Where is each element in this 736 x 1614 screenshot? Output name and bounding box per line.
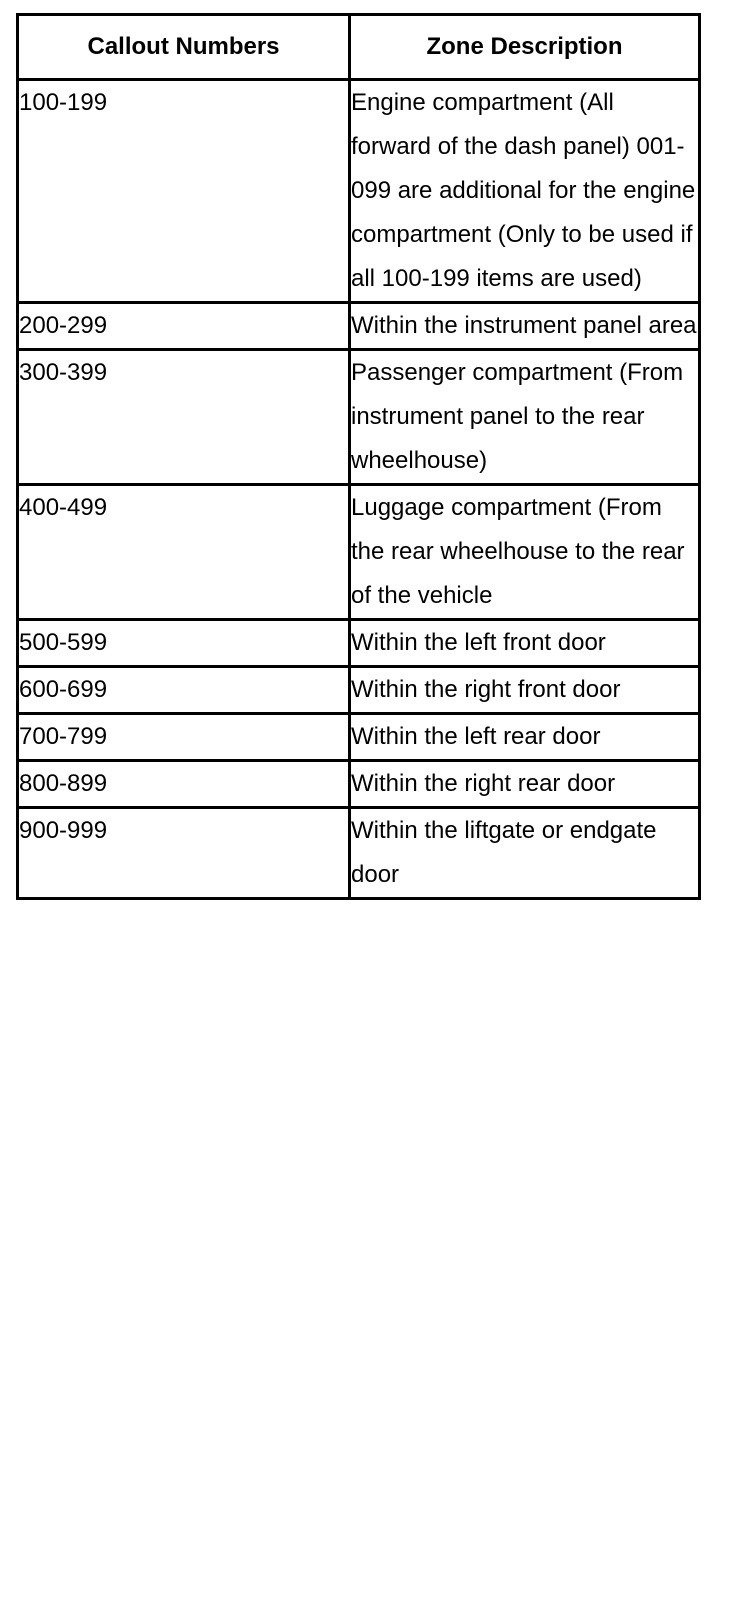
table-row: [18, 667, 700, 714]
callout-range-cell: 500-599: [18, 620, 350, 667]
callout-range-cell: 400-499: [18, 485, 350, 620]
table-row: [18, 485, 700, 620]
callout-numbers-header: Callout Numbers: [18, 15, 350, 80]
table-row: [18, 808, 700, 899]
zone-description-cell: Within the liftgate or endgate door: [350, 808, 700, 899]
table-row: [18, 350, 700, 485]
table-row: [18, 620, 700, 667]
zone-description-cell: Within the left rear door: [350, 714, 700, 761]
zone-description-cell: Luggage compartment (From the rear wheelhouse to the rear of the vehicle: [350, 485, 700, 620]
callout-range-cell: 300-399: [18, 350, 350, 485]
zone-description-cell: Within the right rear door: [350, 761, 700, 808]
zone-description-cell: Engine compartment (All forward of the dash panel) 001-099 are additional for the engine compartment (Only to be used if all 100-199 items are used): [350, 80, 700, 303]
table-row: [18, 714, 700, 761]
table-row: [18, 303, 700, 350]
callout-range-cell: 700-799: [18, 714, 350, 761]
callout-range-cell: 900-999: [18, 808, 350, 899]
callout-range-cell: 100-199: [18, 80, 350, 303]
zone-description-cell: Within the left front door: [350, 620, 700, 667]
callout-range-cell: 800-899: [18, 761, 350, 808]
table-row: [18, 761, 700, 808]
callout-range-cell: 200-299: [18, 303, 350, 350]
table-row: [18, 80, 700, 303]
zone-description-cell: Within the instrument panel area: [350, 303, 700, 350]
zone-description-cell: Passenger compartment (From instrument panel to the rear wheelhouse): [350, 350, 700, 485]
callout-range-cell: 600-699: [18, 667, 350, 714]
callout-zone-table: [16, 13, 701, 900]
zone-description-header: Zone Description: [350, 15, 700, 80]
zone-description-cell: Within the right front door: [350, 667, 700, 714]
table-header-row: [18, 15, 700, 80]
